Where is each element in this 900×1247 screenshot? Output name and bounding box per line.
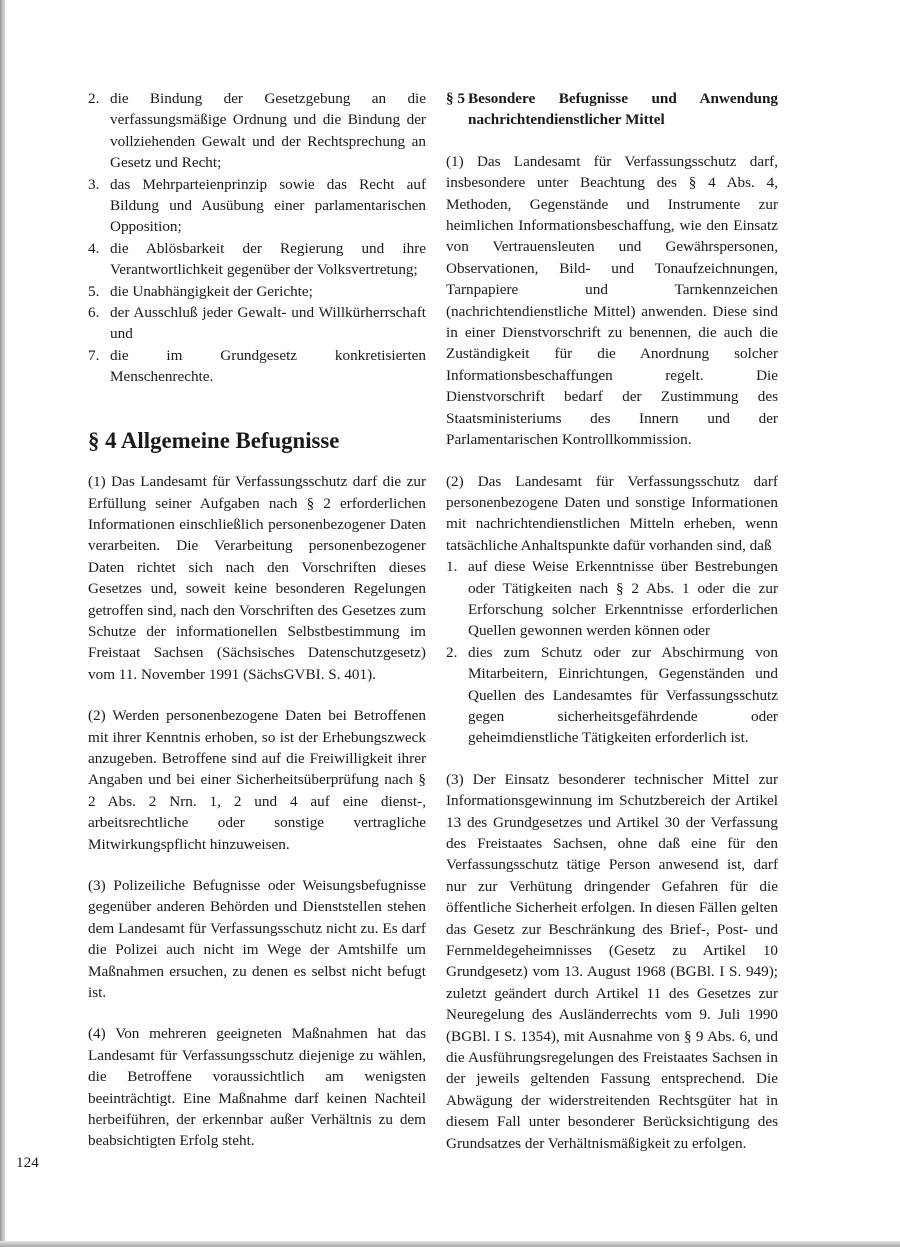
section-4-paragraph-1: (1) Das Landesamt für Verfassungsschutz darf die zur Erfüllung seiner Aufgaben nach § 2 erforderlichen Informationen einschließlich personenbezogener Daten verarbeiten. Die Verarbeitung personenbezogener Daten richtet sich nach den Vorschriften dieses Gesetzes und, soweit keine besonderen Regelungen getroffen sind, nach den Vorschriften des Gesetzes zum Schutze der informationellen Selbstbestimmung im Freistaat Sachsen (Sächsisches Datenschutzgesetz) vom 11. November 1991 (SächsGVBI. S. 401). bbox=[88, 473, 426, 683]
list-item-number: 2. bbox=[446, 643, 458, 661]
right-column bbox=[446, 88, 778, 1174]
section-5-title: Besondere Befugnisse und Anwendung nachrichtendienstlicher Mittel bbox=[468, 90, 778, 129]
list-item-number: 2. bbox=[88, 90, 100, 107]
list-item-number: 1. bbox=[446, 558, 458, 576]
list-item bbox=[88, 238, 426, 281]
list-item bbox=[88, 345, 426, 388]
list-item-number: 5. bbox=[88, 282, 100, 300]
list-item bbox=[88, 302, 426, 345]
list-item-number: 7. bbox=[88, 346, 100, 364]
left-column bbox=[88, 88, 426, 1172]
list-item-text: die Ablösbarkeit der Regierung und ihre Verantwortlichkeit gegenüber der Volksvertretung; bbox=[110, 239, 426, 279]
section-5-paragraph-3: (3) Der Einsatz besonderer technischer Mittel zur Informationsgewinnung im Schutzbereich der Artikel 13 des Grundgesetzes und Artikel 30 der Verfassung des Freistaates Sachsen, ohne daß eine für den Verfassungsschutz tätige Person anwesend ist, darf nur zur Verhütung dringender Gefahren für die öffentliche Sicherheit erfolgen. In diesen Fällen gelten das Gesetz zur Beschränkung des Brief-, Post- und Fernmeldegeheimnisses (Gesetz zu Artikel 10 Grundgesetz) vom 13. August 1968 (BGBl. I S. 949); zuletzt geändert durch Artikel 11 des Gesetzes zur Neuregelung des Ausländerrechts vom 9. Juli 1990 (BGBl. I S. 1354), mit Ausnahme von § 9 Abs. 6, und die Ausführungsregelungen des Freistaates Sachsen in der jeweils geltenden Fassung entsprechend. Die Abwägung der widerstreitenden Rechtsgüter hat in diesem Fall unter besonderer Berücksichtigung des Grundsatzes der Verhältnismäßigkeit zu erfolgen. bbox=[446, 770, 778, 1152]
list-item-number: 4. bbox=[88, 239, 100, 257]
list-item-text: die Bindung der Gesetzgebung an die verfassungsmäßige Ordnung und die Bindung der vollziehenden Gewalt und der Rechtsprechung an Gesetz und Recht; bbox=[110, 90, 426, 172]
list-item bbox=[446, 556, 778, 642]
page-number: 124 bbox=[16, 1154, 39, 1171]
list-item bbox=[446, 642, 778, 749]
list-item-text: der Ausschluß jeder Gewalt- und Willkürherrschaft und bbox=[110, 304, 426, 343]
list-item-text: die im Grundgesetz konkretisierten Menschenrechte. bbox=[110, 346, 426, 386]
section-5-paragraph-1: (1) Das Landesamt für Verfassungsschutz darf, insbesondere unter Beachtung des § 4 Abs. 4, Methoden, Gegenstände und Instrumente zur heimlichen Informationsbeschaffung, wie den Einsatz von Vertrauensleuten und Gewährspersonen, Observationen, Bild- und Tonaufzeichnungen, Tarnpapiere und Tarnkennzeichen (nachrichtendienstliche Mittel) anwenden. Diese sind in einer Dienstvorschrift zu benennen, die auch die Zuständigkeit für die Anordnung solcher Informationsbeschaffungen regelt. Die Dienstvorschrift bedarf der Zustimmung des Staatsministeriums des Innern und der Parlamentarischen Kontrollkommission. bbox=[446, 152, 778, 449]
section-4-heading: § 4 Allgemeine Befugnisse bbox=[88, 427, 340, 453]
list-item bbox=[88, 88, 426, 174]
list-item bbox=[88, 281, 426, 302]
section-4-paragraph-4: (4) Von mehreren geeigneten Maßnahmen hat das Landesamt für Verfassungsschutz diejenige zu wählen, die Betroffene voraussichtlich am wenigsten beeinträchtigt. Eine Maßnahme darf keinen Nachteil herbeiführen, der erkennbar außer Verhältnis zu dem beabsichtigten Erfolg steht. bbox=[88, 1025, 426, 1150]
list-item bbox=[88, 174, 426, 238]
list-item-number: 6. bbox=[88, 304, 100, 322]
list-item-text: dies zum Schutz oder zur Abschirmung von Mitarbeitern, Einrichtungen, Gegenständen und Quellen des Landesamtes für Verfassungsschutz gegen sicherheitsgefährdende oder geheimdienstliche Tätigkeiten erforderlich ist. bbox=[468, 643, 778, 747]
section-5-paragraph-2-intro: (2) Das Landesamt für Verfassungsschutz darf personenbezogene Daten und sonstige Informationen mit nachrichtendienstlichen Mitteln erheben, wenn tatsächliche Anhaltspunkte dafür vorhanden sind, daß bbox=[446, 472, 778, 554]
section-5-heading bbox=[446, 88, 778, 131]
scan-edge-left bbox=[0, 0, 5, 1247]
section-4-paragraph-2: (2) Werden personenbezogene Daten bei Betroffenen mit ihrer Kenntnis erhoben, so ist der Erhebungszweck anzugeben. Betroffene sind auf die Freiwilligkeit ihrer Angaben und bei einer Sicherheitsüberprüfung nach § 2 Abs. 2 Nrn. 1, 2 und 4 auf eine dienst-, arbeitsrechtliche oder sonstige vertragliche Mitwirkungspflicht hinzuweisen. bbox=[88, 707, 426, 853]
section-5-number: § 5 bbox=[446, 90, 465, 107]
list-item-number: 3. bbox=[88, 175, 100, 193]
list-item-text: auf diese Weise Erkenntnisse über Bestrebungen oder Tätigkeiten nach § 2 Abs. 1 oder die zur Erforschung solcher Erkenntnisse erforderlichen Quellen gewonnen werden können oder bbox=[468, 558, 778, 640]
section-5-paragraph-2-list bbox=[446, 556, 778, 749]
list-item-text: die Unabhängigkeit der Gerichte; bbox=[110, 282, 313, 300]
section-4-paragraph-3: (3) Polizeiliche Befugnisse oder Weisungsbefugnisse gegenüber anderen Behörden und Dienststellen stehen dem Landesamt für Verfassungsschutz nicht zu. Es darf die Polizei auch nicht im Wege der Amtshilfe um Maßnahmen ersuchen, zu denen es selbst nicht befugt ist. bbox=[88, 877, 426, 1002]
scan-edge-bottom bbox=[0, 1241, 900, 1247]
list-item-text: das Mehrparteienprinzip sowie das Recht auf Bildung und Ausübung einer parlamentarischen Opposition; bbox=[110, 175, 426, 236]
